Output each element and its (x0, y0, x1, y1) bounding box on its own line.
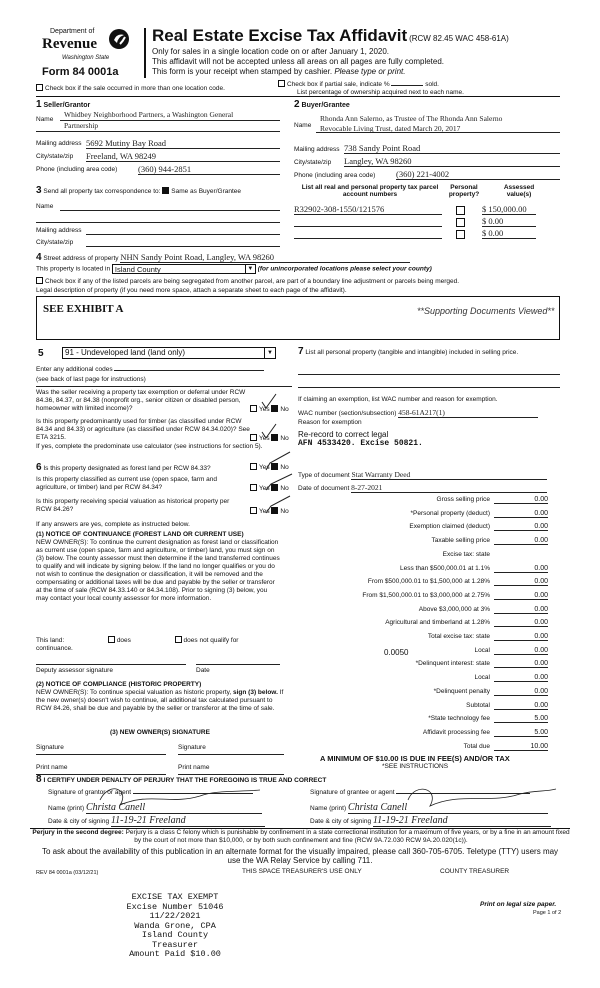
owner-signature-label-2: Signature (178, 744, 206, 751)
grantor-date-field[interactable]: 11-19-21 Freeland (111, 815, 265, 827)
tax-row-value[interactable]: 0.00 (494, 633, 548, 641)
partial-sale-label: Check box if partial sale, indicate % (287, 81, 390, 88)
treasurer-use: THIS SPACE TREASURER'S USE ONLY (242, 868, 362, 875)
grantor-name-field[interactable]: Christa Canell (86, 802, 262, 814)
legal-size-note: Print on legal size paper. (480, 901, 557, 908)
local-rate: 0.0050 (384, 648, 409, 657)
deputy-date-label: Date (196, 667, 210, 674)
stamp-line: EXCISE TAX EXEMPT (131, 892, 219, 902)
no-label: No (280, 508, 289, 515)
section3-text: Send all property tax correspondence to: (43, 188, 161, 195)
section-number: 3 (36, 185, 42, 196)
section-number: 2 (294, 99, 300, 110)
buyer-name-label: Name (294, 122, 312, 129)
logo-dept-of: Department of (50, 28, 95, 35)
header-line3-text: This form is your receipt when stamped by cashier. (152, 67, 333, 76)
owner-print-label-1: Print name (36, 764, 68, 771)
segregated-label: Check box if any of the listed parcels are being segregated from another parcel, are part of a boundary line adjustment or parcels being merged. (45, 278, 460, 285)
q-classified: Is this property classified as current use (open space, farm and agriculture, or timber) land per RCW 84.34? (36, 476, 218, 491)
tax-row-value[interactable]: 0.00 (494, 702, 548, 710)
doc-date-field[interactable]: 8-27-2021 (351, 483, 547, 493)
buyer-name-line1[interactable]: Rhonda Ann Salerno, as Trustee of The Rhonda Ann Salerno (320, 114, 503, 123)
notice3-title: (3) NEW OWNER(S) SIGNATURE (110, 729, 210, 736)
corr-name-label: Name (36, 203, 54, 210)
notice2-text-b: sign (3) below. (233, 689, 278, 696)
grantee-name-label: Name (print) (310, 805, 347, 812)
checkmark-icon (262, 424, 276, 438)
seller-phone-field[interactable]: (360) 944-2851 (138, 164, 280, 175)
checkmark-icon (266, 496, 290, 513)
see-instructions: *SEE INSTRUCTIONS (382, 763, 449, 770)
stamp-line: Excise Number 51046 (126, 901, 224, 912)
seller-city-field[interactable]: Freeland, WA 98249 (86, 151, 280, 162)
reason-label: Reason for exemption (298, 419, 362, 426)
section5-number: 5 (38, 348, 44, 359)
seller-name-line1[interactable]: Whidbey Neighborhood Partners, a Washington General (64, 110, 234, 119)
doc-type-label: Type of document (298, 472, 350, 479)
form-rcw: (RCW 82.45 WAC 458-61A) (409, 34, 509, 43)
tax-row-label: Subtotal (466, 701, 490, 709)
notice2-text-c: If the new owner(s) doesn't wish to continue, all additional tax calculated pursuant to RCW 84.26, shall be due and payable by the seller or transferor at the time of sale. (36, 689, 284, 712)
stamp-line: Amount Paid $10.00 (129, 949, 221, 959)
parcels-header-personal: Personal property? (448, 184, 480, 198)
section-number: 7 (298, 346, 304, 357)
assessed-value-field[interactable]: $ 0.00 (482, 228, 536, 239)
tax-row-label: *Personal property (deduct) (410, 509, 490, 517)
stamp-line: Wanda Grone, CPA (134, 920, 216, 931)
signature-scrawl (100, 789, 260, 805)
alt-format-note: To ask about the availability of this publication in an alternate format for the visually impaired, please call 360-705-6705. Teletype (TTY) users may use the WA Relay Service by calling 711. (41, 847, 559, 865)
chevron-down-icon[interactable]: ▼ (264, 348, 275, 358)
tax-row-value[interactable]: 0.00 (494, 565, 548, 573)
buyer-phone-label: Phone (including area code) (294, 172, 376, 179)
doc-type-field[interactable]: Stat Warranty Deed (351, 470, 547, 480)
seller-name-label: Name (36, 116, 54, 123)
tax-row-label: Affidavit processing fee (422, 728, 490, 736)
notice1-text-a: NEW OWNER(S): To continue the current designation as forest land or classification as current use (open space, farm and agriculture, or timber) land, you must sign on (3) below. (36, 539, 279, 562)
wac-field[interactable]: 458-61A217(1) (398, 408, 538, 418)
see-back-note: (see back of last page for instructions) (36, 376, 146, 383)
seller-title: Seller/Grantor (43, 102, 91, 109)
tax-row-label: Local (474, 674, 490, 682)
owner-print-label-2: Print name (178, 764, 210, 771)
grantee-date-field[interactable]: 11-19-21 Freeland (373, 815, 551, 827)
does-label: does (116, 637, 131, 644)
section-number: 6 (36, 462, 42, 473)
multi-location-label: Check box if the sale occurred in more than one location code. (45, 85, 225, 92)
tax-row-label: Local (474, 646, 490, 654)
same-as-label: Same as Buyer/Grantee (171, 188, 241, 195)
street-label: Street address of property (43, 255, 119, 262)
supporting-docs-stamp: **Supporting Documents Viewed** (417, 306, 555, 316)
signature-scrawl (408, 789, 556, 806)
parcel-number-field[interactable]: R32902-308-1550/121576 (294, 204, 442, 215)
continuance-label: continuance. (36, 645, 73, 652)
seller-name-line2[interactable]: Partnership (64, 121, 99, 130)
assessed-value-field[interactable]: $ 0.00 (482, 216, 536, 227)
wac-label: WAC number (section/subsection) (298, 410, 397, 417)
county-treasurer: COUNTY TREASURER (440, 868, 510, 875)
tax-row-label: *Delinquent penalty (433, 687, 490, 695)
q-timber: Is this property predominantly used for timber (as classified under RCW 84.34 and 84.33) or agriculture (as classified under RCW 84.34.020)? See ETA 3215. (36, 418, 250, 441)
header-line2: This affidavit will not be accepted unless all areas on all pages are fully completed. (152, 57, 445, 66)
grantor-sig-label: Signature of grantor or agent (48, 789, 132, 796)
yes-label: Yes (259, 508, 270, 515)
grantee-sig-label: Signature of grantee or agent (310, 789, 395, 796)
tax-row-value[interactable]: 5.00 (494, 729, 548, 737)
notice1-title: (1) NOTICE OF CONTINUANCE (FOREST LAND OR CURRENT USE) (36, 531, 244, 538)
section-number: 4 (36, 252, 42, 263)
tax-row-label: Total excise tax: state (427, 633, 490, 640)
tax-row-label: Taxable selling price (431, 537, 490, 545)
tax-row-label: Exemption claimed (deduct) (409, 523, 490, 531)
corr-city-label: City/state/zip (36, 239, 74, 246)
header-line3-italic: Please type or print. (334, 67, 406, 76)
tax-row-label: Agricultural and timberland at 1.28% (385, 619, 490, 627)
checkmark-icon (262, 394, 276, 408)
this-land-label: This land: (36, 637, 65, 644)
partial-sold-label: sold. (425, 81, 439, 88)
reason-line1[interactable]: Re-record to correct legal (298, 430, 389, 439)
list-pct-note: List percentage of ownership acquired next to each name. (297, 89, 464, 96)
minimum-note: A MINIMUM OF $10.00 IS DUE IN FEE(S) AND/OR TAX (320, 754, 510, 763)
no-label: No (280, 464, 289, 471)
q-special: Is this property receiving special valuation as historical property per RCW 84.26? (36, 498, 230, 513)
perjury-text: Perjury is a class C felony which is punishable by confinement in a state correctional institution for a maximum of five years, or by a fine in an amount fixed by the court of not more than $10,000, or by both such confinement and fine (RCW 9A.72.030 RCW 9A.20.020(1c)). (125, 829, 570, 844)
notice2-text-a: NEW OWNER(S): To continue special valuation as historic property, (36, 689, 232, 696)
tax-row-value[interactable]: 0.00 (494, 537, 548, 545)
seller-mailing-field[interactable]: 5692 Mutiny Bay Road (86, 138, 280, 149)
buyer-title: Buyer/Grantee (301, 102, 350, 109)
tax-row-label: From $500,000.01 to $1,500,000 at 1.28% (367, 578, 490, 586)
parcels-header-list: List all real and personal property tax parcel account numbers (301, 184, 439, 198)
tax-row-value[interactable]: 5.00 (494, 715, 548, 723)
doc-date-label: Date of document (298, 485, 350, 492)
stamp-line: Island County Treasurer (141, 930, 209, 950)
located-label: This property is located in (36, 265, 111, 273)
tax-row-value[interactable]: 0.00 (494, 510, 548, 518)
tax-row-value[interactable]: 0.00 (494, 688, 548, 696)
section-number: 1 (36, 99, 42, 110)
if-yes-note: If any answers are yes, complete as instructed below. (36, 521, 190, 528)
chevron-down-icon[interactable]: ▼ (245, 265, 255, 273)
corr-mailing-label: Mailing address (36, 227, 82, 234)
legal-description-text: SEE EXHIBIT A (43, 303, 124, 315)
tax-row-label: Less than $500,000.01 at 1.1% (400, 564, 490, 572)
grantee-date-label: Date & city of signing (310, 818, 372, 825)
tax-row-label: *State technology fee (428, 715, 490, 723)
tax-row-label: Above $3,000,000 at 3% (418, 605, 490, 613)
rev-number: REV 84 0001a (03/12/21) (36, 870, 99, 876)
buyer-mailing-label: Mailing address (294, 146, 340, 153)
additional-codes-label: Enter any additional codes (36, 366, 113, 373)
q-forest: Is this property designated as forest land per RCW 84.33? (43, 465, 211, 472)
no-label: No (280, 485, 289, 492)
county-value: Island County (114, 265, 161, 274)
tax-row-value[interactable]: 0.00 (494, 647, 548, 655)
tax-row-label: Total due (463, 742, 490, 750)
buyer-name-line2[interactable]: Revocable Living Trust, dated March 20, 2017 (320, 124, 461, 133)
tax-row-value[interactable]: 0.00 (494, 496, 548, 504)
street-field[interactable]: NHN Sandy Point Road, Langley, WA 98260 (120, 252, 410, 263)
tax-row-value[interactable]: 0.00 (494, 592, 548, 600)
tax-row-value[interactable]: 0.00 (494, 606, 548, 614)
grantor-name-label: Name (print) (48, 805, 85, 812)
seller-phone-label: Phone (including area code) (36, 166, 118, 173)
buyer-city-label: City/state/zip (294, 159, 332, 166)
buyer-mailing-field[interactable]: 738 Sandy Point Road (344, 143, 560, 154)
perjury-bold: Perjury in the second degree: (32, 829, 124, 836)
form-title-text: Real Estate Excise Tax Affidavit (152, 26, 408, 45)
grantee-name-field[interactable]: Christa Canell (348, 802, 548, 814)
checkmark-icon (266, 474, 292, 490)
page-number: Page 1 of 2 (533, 910, 562, 916)
q-timber-note: If yes, complete the predominate use calculator (see instructions for section 5). (36, 443, 263, 450)
certify-text: I CERTIFY UNDER PENALTY OF PERJURY THAT THE FOREGOING IS TRUE AND CORRECT (43, 777, 327, 784)
seller-mailing-label: Mailing address (36, 140, 82, 147)
land-use-value: 91 - Undeveloped land (land only) (65, 348, 186, 357)
tax-row-label: Gross selling price (436, 496, 490, 503)
tax-row-value[interactable]: 0.00 (494, 619, 548, 627)
owner-signature-label-1: Signature (36, 744, 64, 751)
county-note: (for unincorporated locations please select your county) (257, 265, 432, 273)
grantor-date-label: Date & city of signing (48, 818, 110, 825)
notice2-title: (2) NOTICE OF COMPLIANCE (HISTORIC PROPERTY) (36, 681, 202, 688)
does-not-label: does not qualify for (183, 637, 239, 644)
tax-row-value[interactable]: 0.00 (494, 674, 548, 682)
stamp-line: 11/22/2021 (149, 911, 201, 921)
tax-row-value[interactable]: 0.00 (494, 578, 548, 586)
buyer-city-field[interactable]: Langley, WA 98260 (344, 156, 560, 167)
tax-row-label: Excise tax: state (442, 550, 490, 558)
reason-line2[interactable]: AFN 4533420. Excise 50821. (298, 439, 423, 448)
tax-row-value[interactable]: 0.00 (494, 660, 548, 668)
yes-label: Yes (259, 464, 270, 471)
logo-revenue: Revenue (42, 36, 97, 52)
tax-row-value[interactable]: 10.00 (494, 743, 548, 751)
legal-label: Legal description of property (if you need more space, attach a separate sheet to each page of the affidavit). (36, 287, 347, 294)
no-label: No (280, 435, 289, 442)
section-number: 8 (36, 774, 42, 785)
tax-row-label: From $1,500,000.01 to $3,000,000 at 2.75% (362, 591, 490, 599)
deputy-label: Deputy assessor signature (36, 667, 113, 674)
notice1-text-b: The county assessor must then determine if the land transferred continues to qualify and will indicate by signing below. If the land no longer qualifies or you do not wish to continue the designation or classification, it will be removed and the compensating or additional taxes will be due and payable by the seller or transferor at the time of sale (RCW 84.33.140 or 84.34.108). Prior to signing (3) below, you may contact your local county assessor for more information. (36, 555, 280, 602)
header-line1: Only for sales in a single location code on or after January 1, 2020. (152, 47, 390, 56)
parcels-header-assessed: Assessed value(s) (503, 184, 535, 198)
tax-row-value[interactable]: 0.00 (494, 523, 548, 531)
yes-label: Yes (259, 485, 270, 492)
seller-city-label: City/state/zip (36, 153, 74, 160)
checkmark-icon (266, 452, 290, 470)
yes-label: Yes (259, 406, 270, 413)
tax-row-label: *Delinquent interest: state (415, 660, 490, 668)
buyer-phone-field[interactable]: (360) 221-4002 (396, 169, 560, 180)
no-label: No (280, 406, 289, 413)
logo-state: Washington State (62, 55, 110, 61)
yes-label: Yes (259, 435, 270, 442)
form-number: Form 84 0001a (42, 66, 119, 78)
assessed-value-field[interactable]: $ 150,000.00 (482, 204, 536, 215)
q-exemption: Was the seller receiving a property tax exemption or deferral under RCW 84.36, 84.37, or 84.38 (nonprofit org., senior citizen or disabled person, homeowner with limited income)? (36, 389, 246, 412)
wac-claim-note: If claiming an exemption, list WAC number and reason for exemption. (298, 396, 498, 403)
section7-text: List all personal property (tangible and intangible) included in selling price. (305, 349, 519, 356)
